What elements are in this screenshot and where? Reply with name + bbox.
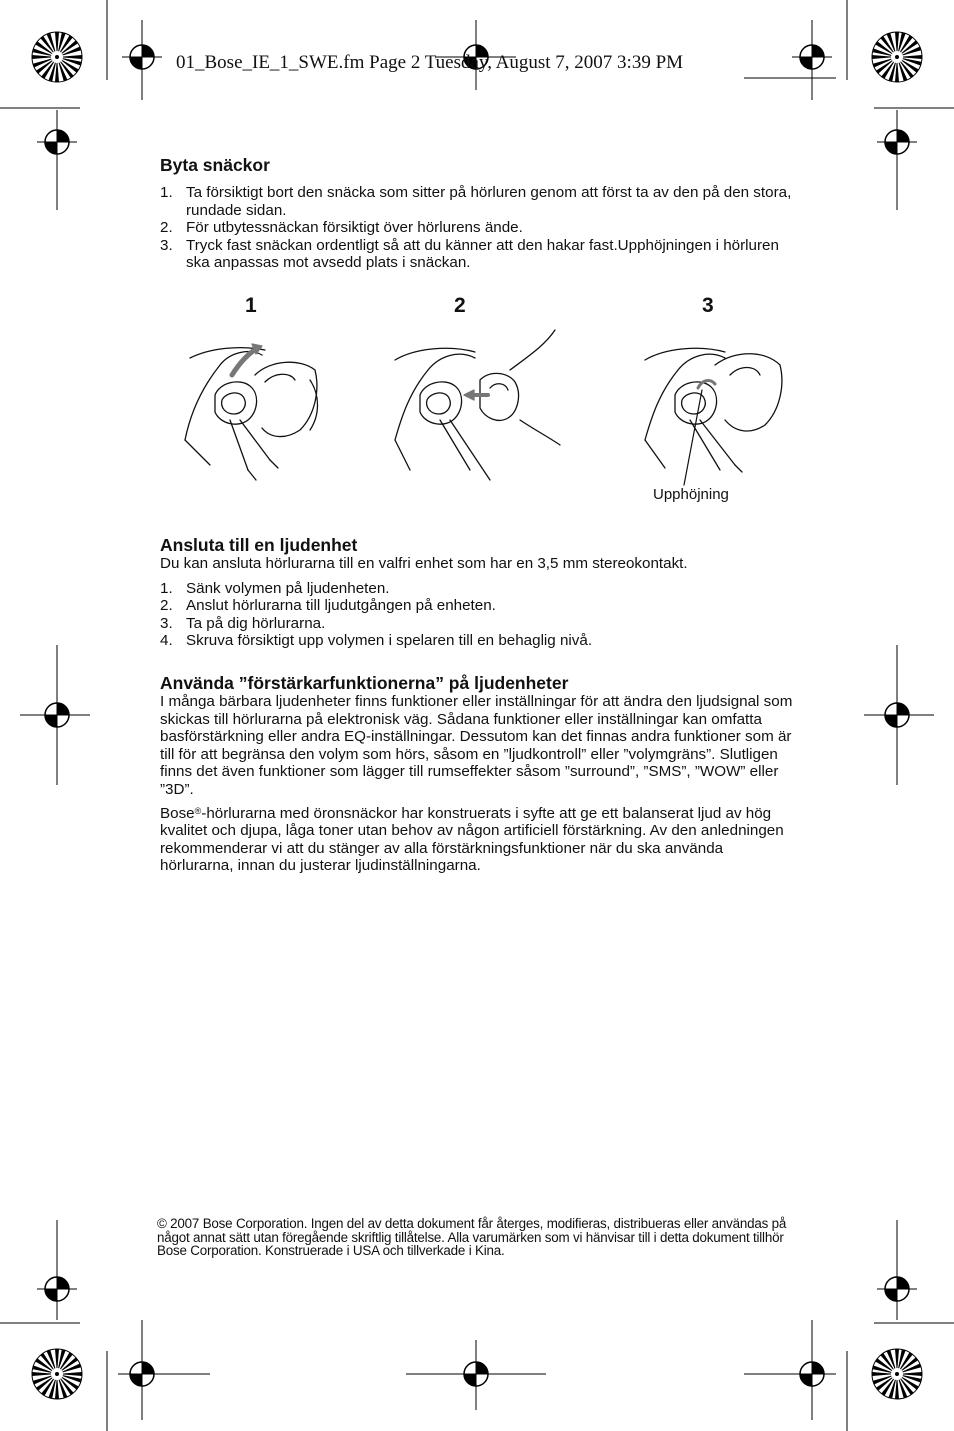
hand-removing-tip-icon [185, 344, 318, 480]
section-title: Byta snäckor [160, 155, 270, 175]
figure-label-3: 3 [702, 294, 714, 317]
list-item: 3. Tryck fast snäckan ordentligt så att du känner att den hakar fast.Upphöjningen i hörluren ska anpassas mot avsedd plats i snäckan. [160, 236, 779, 272]
hand-pressing-tip-icon [645, 348, 782, 485]
list-item: 1. Ta försiktigt bort den snäcka som sitter på hörluren genom att först ta av den på den stora, rundade sidan. [160, 184, 792, 219]
step-list [160, 184, 800, 272]
section-ansluta [160, 535, 800, 650]
section-title: Använda ”förstärkarfunktionerna” på ljudenheter [160, 673, 569, 693]
registered-mark: ® [194, 805, 202, 816]
section-intro: Du kan ansluta hörlurarna till en valfri enhet som har en 3,5 mm stereokontakt. [160, 555, 688, 572]
earbud-illustration [170, 320, 790, 490]
list-item: 2. För utbytessnäckan försiktigt över hörlurens ände. [160, 219, 523, 237]
figure-caption: Upphöjning [653, 486, 729, 503]
step-list [160, 580, 800, 650]
section-byta-snackor [160, 155, 800, 272]
figure-label-2: 2 [454, 294, 466, 317]
list-item: 2. Anslut hörlurarna till ljudutgången på enheten. [160, 597, 496, 615]
figure-label-1: 1 [245, 294, 257, 317]
paragraph: Bose®-hörlurarna med öronsnäckor har konstruerats i syfte att ge ett balanserat ljud av hög kvalitet och djupa, låga toner utan behov av någon artificiell förstärkning. Av den anledningen rekommenderar vi att du stänger av alla förstärkningsfunktioner när du ska använda hörlurarna, innan du justerar ljudinställningarna. [160, 804, 784, 875]
file-stamp: 01_Bose_IE_1_SWE.fm Page 2 Tuesday, August 7, 2007 3:39 PM [176, 52, 684, 73]
section-title: Ansluta till en ljudenhet [160, 535, 358, 555]
paragraph: I många bärbara ljudenheter finns funktioner eller inställningar för att ändra den ljudsignal som skickas till hörlurarna på elektronisk väg. Sådana funktioner eller inställningar kan omfatta basförstärkning eller andra EQ-inställningar. Dessutom kan det finnas andra funktioner som är till för att begränsa den volym som hörs, såsom en ”ljudkontroll” eller ”volymgräns”. Slutligen finns det även funktioner som lägger till rumseffekter såsom ”surround”, ”SMS”, ”WOW” eller ”3D”. [160, 693, 793, 798]
copyright-notice: © 2007 Bose Corporation. Ingen del av detta dokument får återges, modifieras, distribueras eller användas på något annat sätt utan föregående skriftlig tillåtelse. Alla varumärken som vi hänvisar till i detta dokument tillhör Bose Corporation. Konstruerade i USA och tillverkade i Kina. [157, 1216, 787, 1258]
list-item: 1. Sänk volymen på ljudenheten. [160, 579, 390, 597]
list-item: 3. Ta på dig hörlurarna. [160, 614, 326, 632]
hand-inserting-tip-icon [395, 330, 560, 480]
section-forstarkarfunktioner [160, 673, 800, 875]
list-item: 4. Skruva försiktigt upp volymen i spelaren till en behaglig nivå. [160, 632, 593, 650]
